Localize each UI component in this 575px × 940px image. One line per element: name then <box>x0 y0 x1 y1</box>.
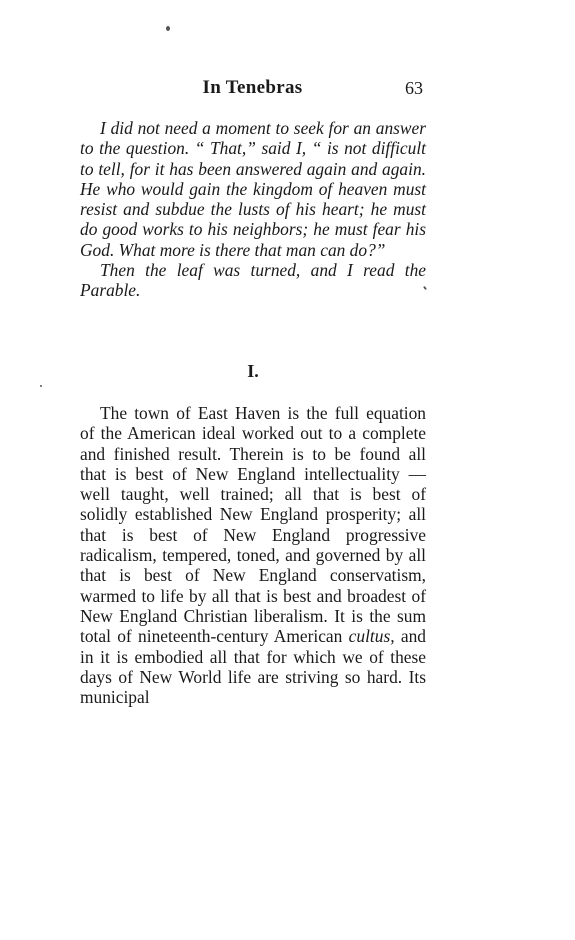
emphasized-word: cultus, <box>348 626 395 647</box>
body-text <box>80 403 426 707</box>
ink-speck <box>166 26 170 31</box>
body-text-part: The town of East Haven is the full equation of the American ideal worked out to a complete and finished result. Therein is to be found all that is best of New England intellectuality — well taught, well trained; all that is best of solidly established New England prosperity; all that is best of New England progressive radicalism, tempered, toned, and governed by all that is best of New England conservatism, warmed to life by all that is best and broadest of New England Christian liberalism. It is the sum total of nineteenth-century American <box>80 403 426 647</box>
page-header <box>80 77 425 101</box>
italic-paragraph: Then the leaf was turned, and I read the Parable. <box>80 260 426 301</box>
ink-speck <box>40 385 42 387</box>
italic-paragraph: I did not need a moment to seek for an answer to the question. “ That,” said I, “ is not difficult to tell, for it has been answered again and again. He who would gain the kingdom of heaven must resist and subdue the lusts of his heart; he must do good works to his neighbors; he must fear his God. What more is there that man can do?” <box>80 118 426 260</box>
body-text-part: and in it is embodied all that for which we of these days of New World life are striving so hard. Its municipal <box>80 626 426 708</box>
body-paragraph <box>80 403 426 707</box>
italic-passage <box>80 118 426 301</box>
running-title: In Tenebras <box>202 77 303 98</box>
section-numeral: I. <box>247 361 259 381</box>
page-number: 63 <box>405 78 423 98</box>
